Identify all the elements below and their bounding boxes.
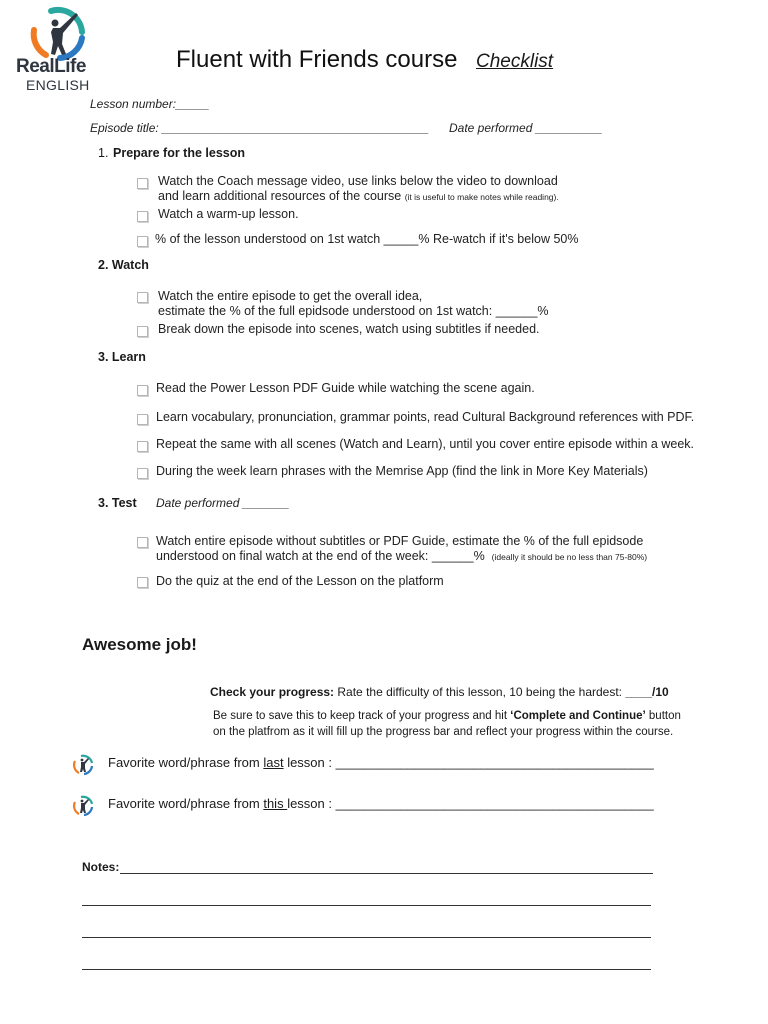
episode-title-field: Episode title: ________________________________________: [90, 121, 429, 135]
notes-label: Notes:: [82, 860, 120, 874]
awesome-heading: Awesome job!: [82, 635, 197, 654]
learn-item-1: Read the Power Lesson PDF Guide while watching the scene again.: [156, 381, 535, 395]
prepare-item-1-line2: and learn additional resources of the course (it is useful to make notes while reading).: [158, 189, 559, 203]
checkbox-prepare-2[interactable]: [137, 211, 148, 222]
notes-line[interactable]: [82, 905, 651, 906]
section-prepare-number: 1.: [98, 146, 109, 160]
test-item-1-line1: Watch entire episode without subtitles or PDF Guide, estimate the % of the full epidsode: [156, 534, 644, 548]
test-date-field: Date performed _______: [156, 496, 290, 510]
page-subtitle: Checklist: [476, 51, 554, 72]
notes-line[interactable]: [120, 873, 653, 874]
progress-line: Check your progress: Rate the difficulty of this lesson, 10 being the hardest: ____/10: [210, 685, 669, 699]
prepare-item-1-line1: Watch the Coach message video, use links below the video to download: [158, 174, 558, 188]
notes-line[interactable]: [82, 969, 651, 970]
checkbox-learn-3[interactable]: [137, 441, 148, 452]
notes-line[interactable]: [82, 937, 651, 938]
test-item-2: Do the quiz at the end of the Lesson on the platform: [156, 574, 444, 588]
test-item-1-line2: understood on final watch at the end of the week: ______% (ideally it should be no less than 75-80%): [156, 549, 648, 563]
favorite-last-lesson: Favorite word/phrase from last lesson : ____________________________________________: [108, 755, 654, 770]
prepare-item-2: Watch a warm-up lesson.: [158, 207, 299, 221]
section-test-title: 3. Test: [98, 496, 137, 510]
logo-wordmark: RealLife: [16, 56, 86, 77]
checkbox-learn-1[interactable]: [137, 385, 148, 396]
checkbox-test-2[interactable]: [137, 577, 148, 588]
reallife-mini-logo-icon: [72, 795, 94, 817]
learn-item-4: During the week learn phrases with the Memrise App (find the link in More Key Materials): [156, 464, 648, 478]
logo-tagline: ENGLISH: [26, 77, 90, 93]
section-watch-title: 2. Watch: [98, 258, 149, 272]
checkbox-test-1[interactable]: [137, 537, 148, 548]
learn-item-3: Repeat the same with all scenes (Watch and Learn), until you cover entire episode within a week.: [156, 437, 695, 451]
watch-item-1-line1: Watch the entire episode to get the overall idea,: [158, 289, 423, 303]
checkbox-watch-1[interactable]: [137, 292, 148, 303]
lesson-number-field: Lesson number:_____: [90, 97, 210, 111]
favorite-this-lesson: Favorite word/phrase from this lesson : ____________________________________________: [108, 796, 654, 811]
checkbox-watch-2[interactable]: [137, 326, 148, 337]
date-performed-field: Date performed __________: [449, 121, 603, 135]
checkbox-learn-4[interactable]: [137, 468, 148, 479]
watch-item-1-line2: estimate the % of the full epidsode understood on 1st watch: ______%: [158, 304, 549, 318]
prepare-item-3: % of the lesson understood on 1st watch _____% Re-watch if it's below 50%: [155, 232, 579, 246]
watch-item-2: Break down the episode into scenes, watch using subtitles if needed.: [158, 322, 540, 336]
checkbox-prepare-3[interactable]: [137, 236, 148, 247]
page-title: Fluent with Friends course: [176, 46, 458, 73]
section-prepare-title: Prepare for the lesson: [113, 146, 245, 160]
save-note: Be sure to save this to keep track of your progress and hit ‘Complete and Continue’ button on the platfrom as it will fill up the progress bar and reflect your progress within the course.: [213, 710, 681, 738]
reallife-mini-logo-icon: [72, 754, 94, 776]
checkbox-learn-2[interactable]: [137, 414, 148, 425]
section-learn-title: 3. Learn: [98, 350, 146, 364]
learn-item-2: Learn vocabulary, pronunciation, grammar points, read Cultural Background references with PDF.: [156, 410, 695, 424]
checkbox-prepare-1[interactable]: [137, 178, 148, 189]
